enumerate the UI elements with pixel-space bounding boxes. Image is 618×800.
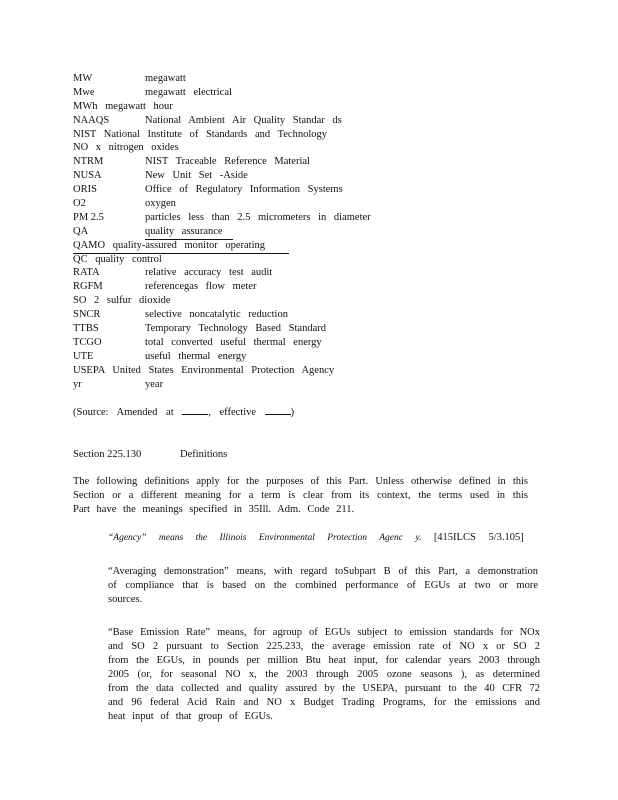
- abbr-row-rata: [73, 266, 373, 280]
- abbr-row-rgfm: [73, 280, 373, 294]
- abbr-key: RGFM: [73, 281, 103, 293]
- blank-line: [182, 405, 208, 415]
- abbr-row-nox: [73, 141, 373, 155]
- abbr-key: TTBS: [73, 323, 99, 335]
- abbr-key: SNCR: [73, 309, 101, 321]
- abbr-key: PM 2.5: [73, 211, 104, 223]
- abbr-key: yr: [73, 378, 82, 390]
- averaging-definition: “Averaging demonstration” means, with regard toSubpart B of this Part, a demonstration of compliance that is based on the combined performance of EGUs at two or more sources.: [108, 566, 538, 605]
- abbr-row-usepa: [73, 364, 373, 378]
- abbr-key: UTE: [73, 350, 94, 362]
- abbr-entry: NIST National Institute of Standards and Technology: [73, 128, 328, 140]
- abbr-key: NTRM: [73, 156, 104, 168]
- abbr-row-tcgo: [73, 336, 373, 350]
- abbr-value: useful thermal energy: [145, 350, 247, 362]
- abbr-key: Mwe: [73, 86, 95, 98]
- abbr-row-naaqs: [73, 114, 373, 128]
- abbr-row-qc: [73, 253, 373, 267]
- abbr-row-mwe: [73, 86, 373, 100]
- abbr-value: particles less than 2.5 micrometers in diameter: [145, 211, 371, 223]
- abbr-value: megawatt: [145, 73, 186, 84]
- abbreviation-list: [73, 72, 373, 391]
- abbr-entry: USEPA United States Environmental Protection Agency: [73, 364, 335, 376]
- section-heading: [73, 449, 228, 460]
- abbr-entry: NO x nitrogen oxides: [73, 142, 179, 154]
- source-effective: , effective: [208, 407, 257, 418]
- abbr-row-nusa: [73, 169, 373, 183]
- abbr-row-qamo: [73, 239, 373, 253]
- abbr-entry: MWh megawatt hour: [73, 100, 173, 112]
- abbr-row-mw: [73, 72, 373, 86]
- abbr-key: ORIS: [73, 184, 97, 196]
- abbr-value: total converted useful thermal energy: [145, 336, 322, 348]
- abbr-value: referencegas flow meter: [145, 281, 257, 293]
- source-suffix: ): [290, 407, 295, 418]
- abbr-row-mwh: [73, 100, 373, 114]
- abbr-row-o2: [73, 197, 373, 211]
- abbr-key: MW: [73, 73, 93, 84]
- abbr-row-sncr: [73, 308, 373, 322]
- abbr-row-so2: [73, 294, 373, 308]
- abbr-value: oxygen: [145, 198, 176, 210]
- abbr-value: Temporary Technology Based Standard: [145, 323, 327, 335]
- abbr-row-qa: [73, 225, 373, 239]
- abbr-value: National Ambient Air Quality Standar ds: [145, 114, 342, 126]
- abbr-key: NUSA: [73, 170, 102, 182]
- abbr-value: quality assurance: [145, 225, 233, 240]
- abbr-row-ute: [73, 350, 373, 364]
- abbr-row-pm25: [73, 211, 373, 225]
- section-title: Definitions: [180, 449, 228, 460]
- agency-definition: [108, 531, 548, 545]
- base-emission-rate-definition: “Base Emission Rate” means, for agroup of EGUs subject to emission standards for NOx and SO 2 pursuant to Section 225.233, the average emission rate of NO x or SO 2 from the EGUs, in pounds per million Btu heat input, for calendar years 2003 through 2005 (or, for seasonal NO x, the 2003 through 2005 ozone seasons ), as determined from the data collected and quality assured by the USEPA, pursuant to the 40 CFR 72 and 96 federal Acid Rain and NO x Budget Trading Programs, for the emissions and heat input of that group of EGUs.: [108, 627, 540, 722]
- source-note: [73, 405, 294, 418]
- abbr-value: megawatt electrical: [145, 86, 232, 98]
- abbr-key: TCGO: [73, 336, 102, 348]
- abbr-entry: QC quality control: [73, 253, 162, 265]
- abbr-entry: QAMO quality-assured monitor operating: [73, 239, 289, 254]
- abbr-value: New Unit Set -Aside: [145, 170, 248, 182]
- statute-citation: [415ILCS 5/3.105]: [433, 532, 524, 543]
- intro-paragraph: The following definitions apply for the purposes of this Part. Unless otherwise defined in this Section or a different meaning for a term is clear from its context, the terms used in this Part have the meanings specified in 35Ill. Adm. Code 211.: [73, 476, 528, 515]
- abbr-value: selective noncatalytic reduction: [145, 309, 288, 321]
- abbr-value: Office of Regulatory Information Systems: [145, 184, 343, 196]
- abbr-value: year: [145, 378, 164, 390]
- abbr-key: NAAQS: [73, 114, 110, 126]
- abbr-row-yr: [73, 378, 373, 392]
- source-prefix: (Source: Amended at: [73, 407, 174, 418]
- abbr-row-oris: [73, 183, 373, 197]
- abbr-entry: SO 2 sulfur dioxide: [73, 295, 171, 307]
- abbr-row-nist: [73, 128, 373, 142]
- abbr-row-ntrm: [73, 155, 373, 169]
- abbr-row-ttbs: [73, 322, 373, 336]
- abbr-key: QA: [73, 225, 89, 237]
- abbr-value: relative accuracy test audit: [145, 267, 273, 279]
- blank-line: [265, 405, 291, 415]
- agency-text: “Agency” means the Illinois Environmental Protection Agenc y.: [108, 533, 422, 543]
- abbr-key: RATA: [73, 267, 100, 279]
- abbr-value: NIST Traceable Reference Material: [145, 156, 310, 168]
- abbr-key: O2: [73, 198, 86, 210]
- section-number: Section 225.130: [73, 449, 142, 460]
